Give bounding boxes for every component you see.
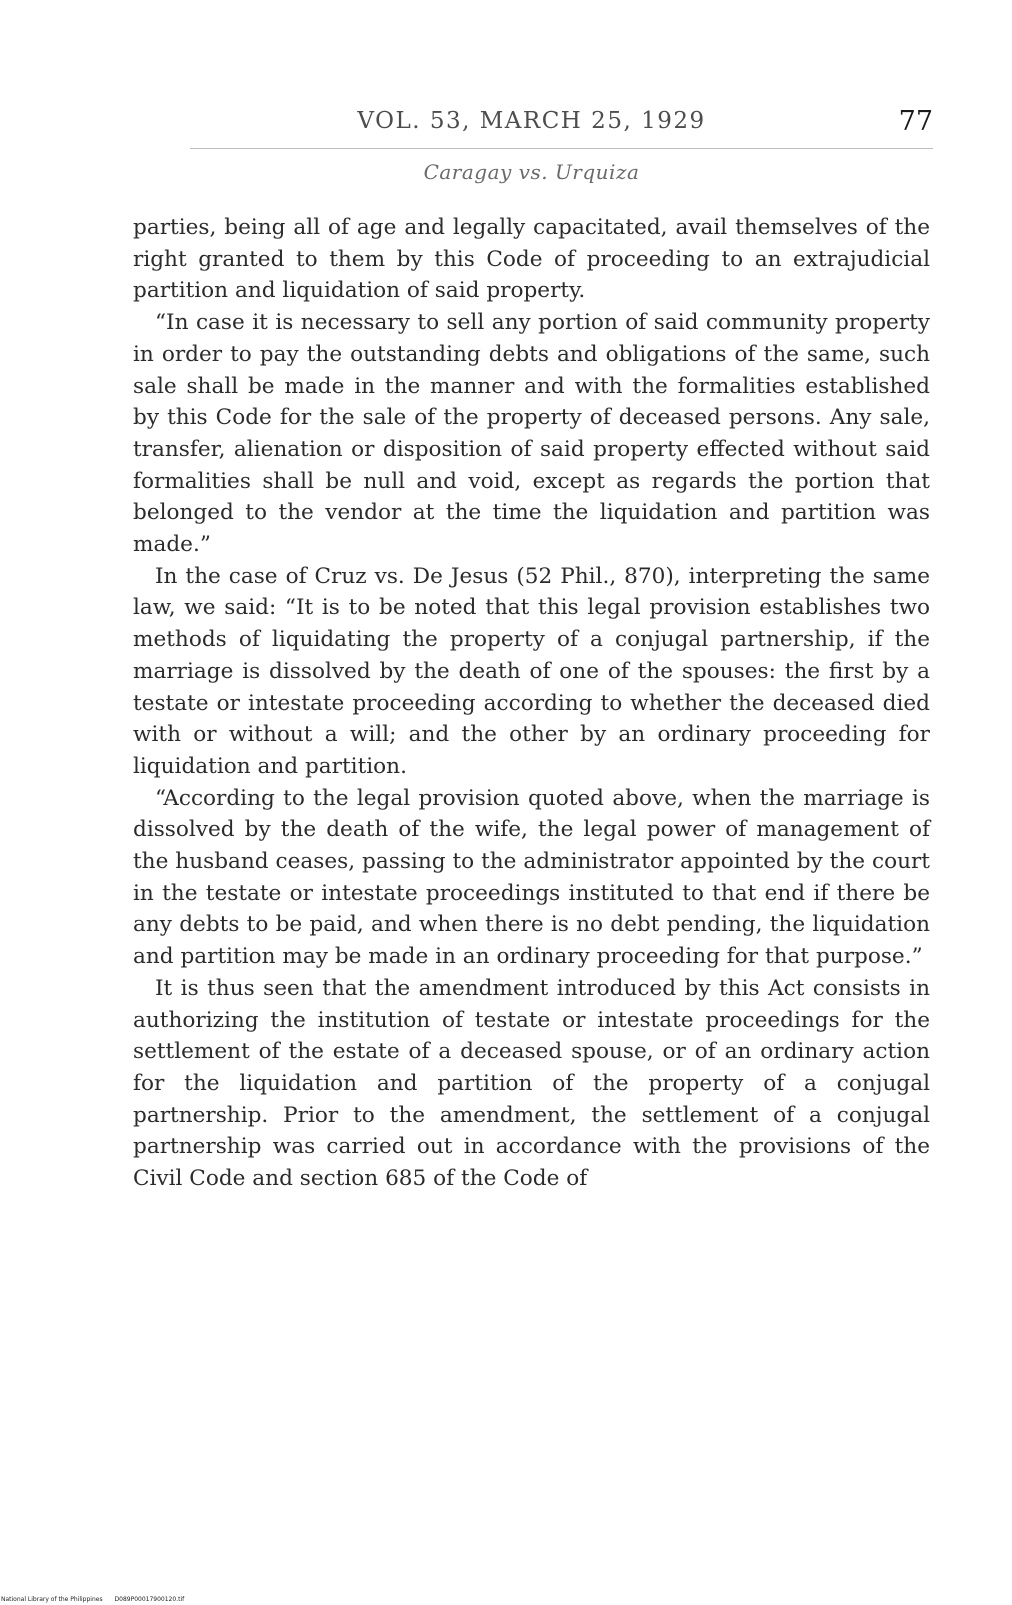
footer-library: National Library of the Philippines xyxy=(1,1596,103,1603)
scan-footer xyxy=(1,1596,184,1603)
paragraph-amendment: It is thus seen that the amendment introduced by this Act consists in authorizing the institution of testate or intestate proceedings for the settlement of the estate of a deceased spouse, or of an ordinary action for the liquidation and partition of the property of a conjugal partnership. Prior to the amendment, the settlement of a conjugal partnership was carried out in accordance with the provisions of the Civil Code and section 685 of the Code of xyxy=(133,975,930,1192)
running-title: VOL. 53, MARCH 25, 1929 xyxy=(357,108,706,134)
paragraph-continuation: parties, being all of age and legally capacitated, avail themselves of the right granted to them by this Code of proceeding to an extrajudicial partition and liquidation of said property. xyxy=(133,215,930,304)
header-rule xyxy=(190,148,933,149)
body-text xyxy=(133,212,930,1195)
paragraph-cruz-case: In the case of Cruz vs. De Jesus (52 Phil., 870), interpreting the same law, we said: “It is to be noted that this legal provision establishes two methods of liquidating the property of a conjugal partnership, if the marriage is dissolved by the death of one of the spouses: the first by a testate or intestate proceeding according to whether the deceased died with or without a will; and the other by an ordinary proceeding for liquidation and partition. xyxy=(133,563,930,779)
case-title: Caragay vs. Urquiza xyxy=(423,160,640,184)
page-number: 77 xyxy=(898,106,933,137)
paragraph-quote-sale: “In case it is necessary to sell any portion of said community property in order to pay the outstanding debts and obligations of the same, such sale shall be made in the manner and with the formalities established by this Code for the sale of the property of deceased persons. Any sale, transfer, alienation or disposition of said property effected without said formalities shall be null and void, except as regards the portion that belonged to the vendor at the time the liquidation and partition was made.” xyxy=(133,310,930,558)
footer-file-id: D089P00017900120.tif xyxy=(114,1596,185,1603)
running-head xyxy=(130,104,933,144)
paragraph-quote-legal-provision: “According to the legal provision quoted above, when the marriage is dissolved by the death of the wife, the legal power of management of the husband ceases, passing to the administrator appointed by the court in the testate or intestate proceedings instituted to that end if there be any debts to be paid, and when there is no debt pending, the liquidation and partition may be made in an ordinary proceeding for that purpose.” xyxy=(133,785,930,970)
